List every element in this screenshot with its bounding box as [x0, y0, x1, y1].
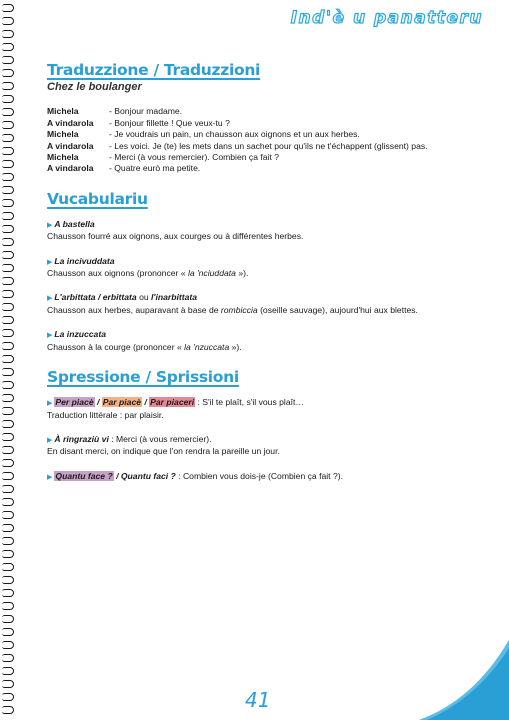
binding-ring — [2, 173, 14, 181]
binding-ring — [2, 225, 14, 233]
binding-ring — [2, 82, 14, 90]
binding-ring — [2, 576, 14, 584]
binding-ring — [2, 693, 14, 701]
dialogue-row — [47, 152, 428, 163]
binding-ring — [2, 277, 14, 285]
dialogue-line: - Je voudrais un pain, un chausson aux oignons et un aux herbes. — [109, 129, 360, 140]
arrow-icon: ▶ — [47, 473, 53, 481]
binding-ring — [2, 121, 14, 129]
expression-highlight: Quantu face ? — [55, 470, 113, 481]
binding-ring — [2, 251, 14, 259]
dialogue-line: - Les voici. Je (te) les mets dans un sachet pour qu'ils ne t'échappent (glissent) pas. — [109, 140, 428, 151]
vocab-desc — [47, 305, 467, 316]
vocab-term: La incivuddata — [54, 255, 115, 266]
binding-ring — [2, 602, 14, 610]
binding-ring — [2, 563, 14, 571]
binding-ring — [2, 95, 14, 103]
page-number: 41 — [245, 688, 271, 712]
expression-highlight: Par piaceri — [150, 397, 195, 408]
binding-ring — [2, 498, 14, 506]
dialogue-line: - Quatre eurò ma petite. — [109, 163, 201, 174]
dialogue-line: - Bonjour fillette ! Que veux-tu ? — [109, 117, 230, 128]
vocab-entry — [47, 329, 467, 353]
binding-ring — [2, 17, 14, 25]
binding-ring — [2, 290, 14, 298]
vocab-desc: Chausson fourré aux oignons, aux courges ou à différentes herbes. — [47, 231, 304, 242]
expression-desc-2: Traduction littérale : par plaisir. — [47, 409, 164, 420]
expression-term: À ringraziù vi — [54, 433, 109, 444]
desc-text: Chausson aux herbes, auparavant à base de — [47, 304, 221, 315]
arrow-icon: ▶ — [47, 295, 53, 303]
binding-ring — [2, 43, 14, 51]
vocab-term: erbittata — [102, 292, 137, 303]
binding-ring — [2, 186, 14, 194]
dialogue-line: - Merci (à vous remercier). Combien ça fait ? — [109, 152, 280, 163]
speaker: Michela — [47, 152, 79, 163]
binding-ring — [2, 160, 14, 168]
desc-text: Chausson à la courge (prononcer « — [47, 341, 185, 352]
binding-ring — [2, 472, 14, 480]
binding-ring — [2, 433, 14, 441]
speaker: A vindarola — [47, 140, 94, 151]
binding-ring — [2, 303, 14, 311]
binding-ring — [2, 316, 14, 324]
binding-ring — [2, 368, 14, 376]
vocab-term: La inzuccata — [54, 329, 106, 340]
vocab-entry — [47, 219, 467, 243]
dialogue-line: - Bonjour madame. — [109, 106, 183, 117]
binding-ring — [2, 355, 14, 363]
vocab-entry: ▶ L'arbittata / erbittata ou l'inarbittata Chausson aux herbes, auparavant à base de rombiccia (oseille sauvage), aujourd'hui aux blettes. — [47, 292, 467, 316]
binding-ring — [2, 394, 14, 402]
expression-entry: ▶ Per piacè / Par piacè / Par piaceri : S'il te plaît, s'il vous plaît… Traduction littérale : par plaisir. — [47, 397, 467, 421]
section-title-spressione: Spressione / Sprissioni — [47, 368, 239, 387]
vocab-desc — [47, 268, 467, 279]
vocab-term: A bastella — [54, 218, 95, 229]
binding-ring — [2, 329, 14, 337]
binding-ring — [2, 589, 14, 597]
binding-ring — [2, 56, 14, 64]
expression-desc: : S'il te plaît, s'il vous plaît… — [195, 397, 304, 408]
arrow-icon: ▶ — [47, 258, 53, 266]
binding-ring — [2, 264, 14, 272]
binding-ring — [2, 30, 14, 38]
binding-ring — [2, 615, 14, 623]
expression-entry — [47, 434, 467, 458]
expression-desc: : Merci (à vous remercier). — [108, 433, 212, 444]
binding-ring — [2, 550, 14, 558]
arrow-icon: ▶ — [47, 436, 53, 444]
binding-ring — [2, 381, 14, 389]
header-title: Ind'è u panatteru — [290, 8, 483, 28]
vocab-entry — [47, 256, 467, 280]
section-title-vucabulariu: Vucabulariu — [47, 189, 148, 208]
speaker: Michela — [47, 106, 79, 117]
dialogue-row — [47, 118, 428, 129]
expression-term: Quantu faci ? — [120, 470, 176, 481]
binding-ring — [2, 706, 14, 714]
arrow-icon: ▶ — [47, 332, 53, 340]
binding-ring — [2, 69, 14, 77]
dialogue-table — [47, 106, 428, 174]
speaker: Michela — [47, 129, 79, 140]
section-title-traduzzione: Traduzzione / Traduzzioni — [47, 61, 261, 79]
binding-ring — [2, 524, 14, 532]
corner-decoration — [419, 640, 509, 720]
binding-ring — [2, 407, 14, 415]
binding-ring — [2, 628, 14, 636]
desc-text: (oseille sauvage), aujourd'hui aux blettes. — [257, 304, 418, 315]
vocab-desc — [47, 342, 467, 353]
binding-ring — [2, 420, 14, 428]
dialogue-row — [47, 129, 428, 140]
binding-ring — [2, 108, 14, 116]
expression-entry: ▶ Quantu face ? / Quantu faci ? : Combien vous dois-je (Combien ça fait ?). — [47, 470, 343, 481]
vocab-term: l'inarbittata — [151, 292, 197, 303]
section-subtitle: Chez le boulanger — [47, 81, 142, 93]
binding-ring — [2, 680, 14, 688]
speaker: A vindarola — [47, 163, 94, 174]
binding-ring — [2, 641, 14, 649]
speaker: A vindarola — [47, 117, 94, 128]
binding-ring — [2, 199, 14, 207]
binding-ring — [2, 667, 14, 675]
binding-ring — [2, 238, 14, 246]
binding-ring — [2, 342, 14, 350]
plant-name: rombiccia — [220, 304, 258, 315]
binding-ring — [2, 485, 14, 493]
desc-text: »). — [235, 268, 249, 279]
dialogue-row — [47, 141, 428, 152]
pronunciation: la 'nzuccata — [184, 341, 230, 352]
binding-ring — [2, 446, 14, 454]
expression-highlight: Per piacè — [55, 397, 94, 408]
desc-text: »). — [229, 341, 242, 352]
spiral-binding — [0, 0, 20, 720]
expression-highlight: Par piacè — [102, 397, 141, 408]
binding-ring — [2, 537, 14, 545]
expression-desc-2: En disant merci, on indique que l'on rendra la pareille un jour. — [47, 446, 280, 457]
binding-ring — [2, 147, 14, 155]
vocab-term: L'arbittata — [54, 292, 96, 303]
arrow-icon: ▶ — [47, 400, 53, 408]
binding-ring — [2, 4, 14, 12]
desc-text: Chausson aux oignons (prononcer « — [47, 268, 188, 279]
binding-ring — [2, 212, 14, 220]
arrow-icon: ▶ — [47, 221, 53, 229]
binding-ring — [2, 134, 14, 142]
dialogue-row — [47, 106, 428, 117]
binding-ring — [2, 459, 14, 467]
or-text: ou — [139, 292, 149, 303]
page-content — [47, 60, 467, 483]
expression-desc: : Combien vous dois-je (Combien ça fait ?). — [175, 470, 343, 481]
dialogue-row — [47, 163, 428, 174]
binding-ring — [2, 654, 14, 662]
binding-ring — [2, 511, 14, 519]
pronunciation: la 'nciuddata — [187, 268, 236, 279]
